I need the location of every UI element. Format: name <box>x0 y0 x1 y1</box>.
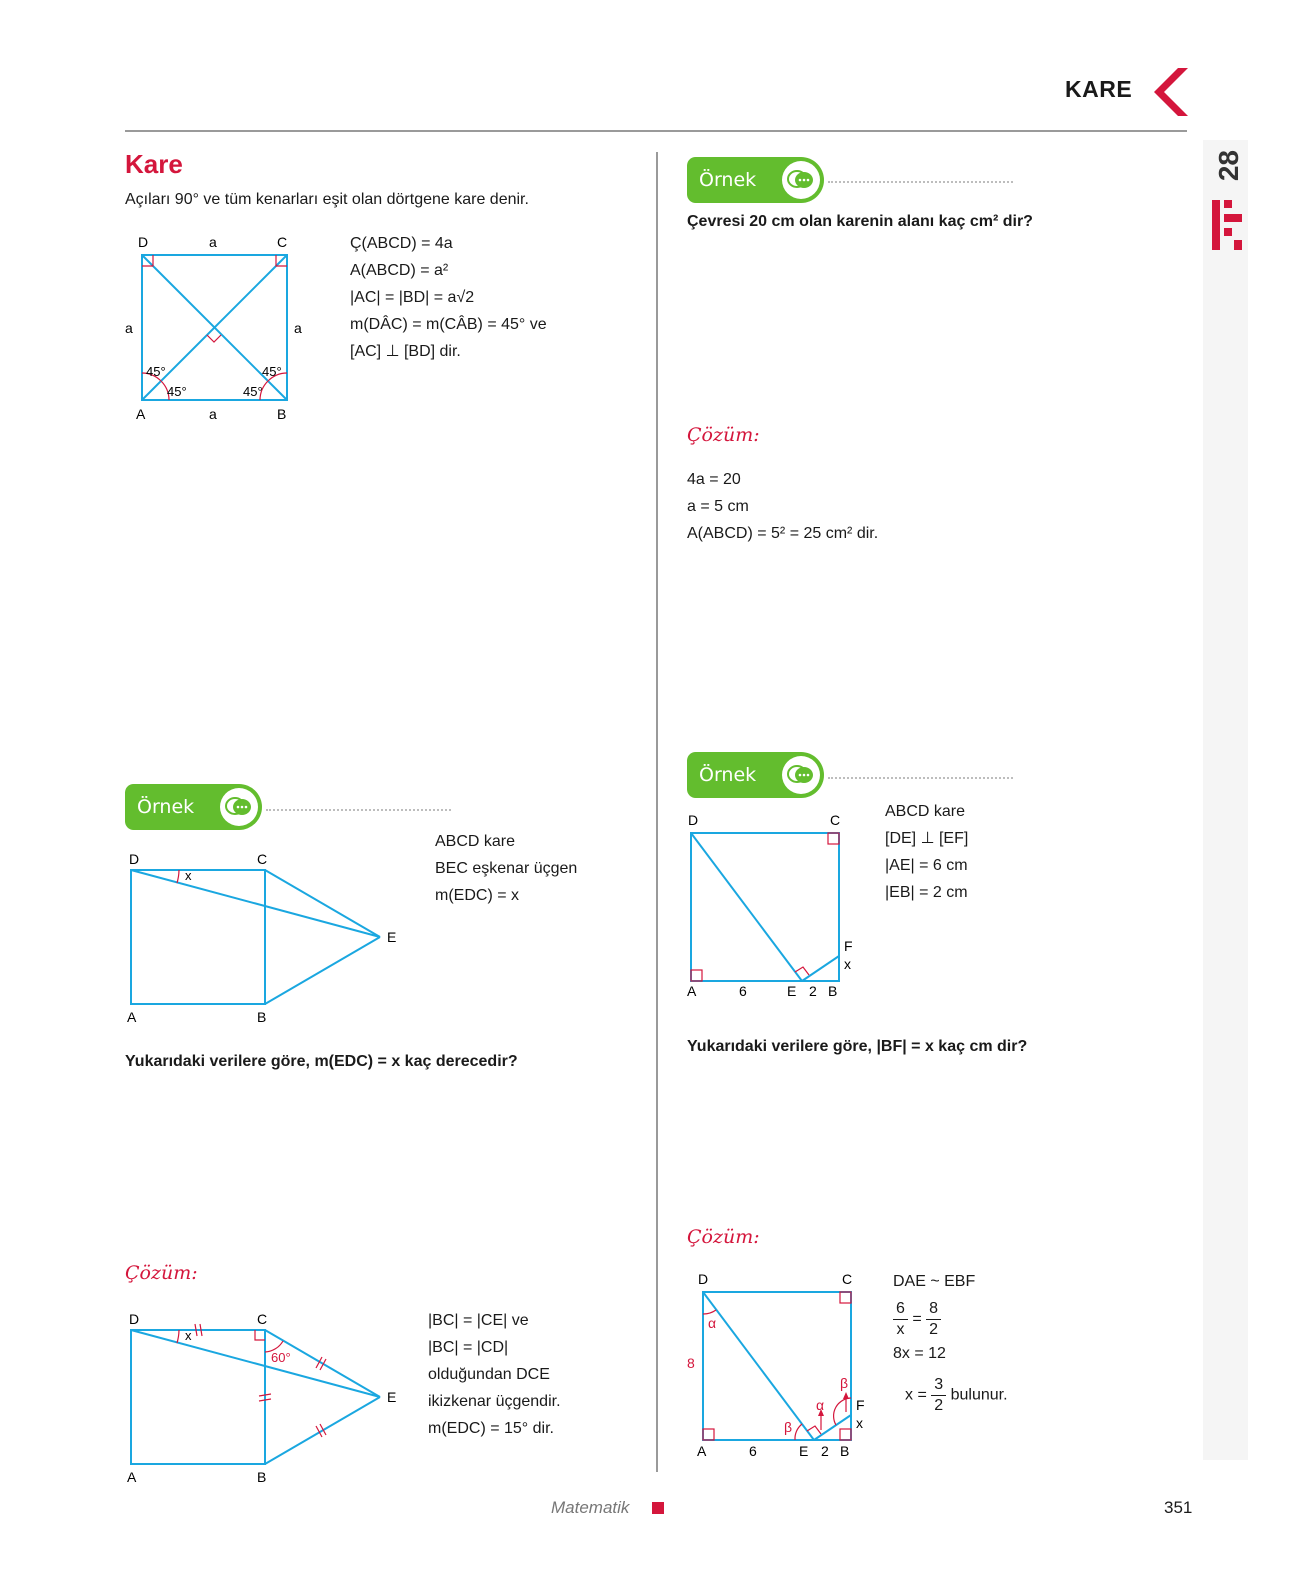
side-strip <box>1203 140 1248 1460</box>
label-b: B <box>257 1469 267 1485</box>
label-c: C <box>257 851 268 867</box>
given-eb: |EB| = 2 cm <box>885 884 968 901</box>
angle-60: 60° <box>271 1350 291 1365</box>
label-c: C <box>257 1311 268 1327</box>
label-6: 6 <box>749 1443 757 1459</box>
example1-solution-figure <box>125 1310 405 1485</box>
angle-beta-e: β <box>784 1419 793 1435</box>
solution-line-3: olduğundan DCE <box>428 1366 550 1383</box>
page-number: 351 <box>1164 1498 1193 1517</box>
label-d: D <box>688 812 699 828</box>
fasikul-number: 28 <box>1213 150 1244 182</box>
solution-line-1: |BC| = |CE| ve <box>428 1312 529 1329</box>
chat-bubble-icon <box>220 788 258 826</box>
side-right: a <box>294 320 302 336</box>
given-ae: |AE| = 6 cm <box>885 857 968 874</box>
angle-a-up: 45° <box>146 364 166 379</box>
formula-perpendicular: [AC] ⊥ [BD] dir. <box>350 343 461 360</box>
ratio-left: $\frac{6}{x}$ <box>893 1299 908 1340</box>
definition-text: Açıları 90° ve tüm kenarları eşit olan dörtgene kare denir. <box>125 191 529 208</box>
angle-b-left: 45° <box>243 384 263 399</box>
formula-area: A(ABCD) = a² <box>350 262 449 279</box>
example-badge-label: Örnek <box>699 169 757 191</box>
formula-angle: m(DÂC) = m(CÂB) = 45° ve <box>350 316 547 333</box>
footer-marker <box>652 1502 664 1514</box>
footer-subject: Matematik <box>551 1498 630 1517</box>
fasikul-logo-icon <box>1212 200 1244 250</box>
ratio-equation: $\frac{6}{x}$ = $\frac{8}{2}$ <box>893 1299 1008 1340</box>
angle-beta-f: β <box>840 1375 849 1391</box>
solution-line-5: m(EDC) = 15° dir. <box>428 1420 554 1437</box>
example-badge <box>687 752 824 798</box>
example3-question: Yukarıdaki verilere göre, |BF| = x kaç cm dir? <box>687 1038 1028 1055</box>
given-square: ABCD kare <box>885 803 966 820</box>
side-left: a <box>125 320 133 336</box>
label-x: x <box>856 1415 863 1431</box>
label-d: D <box>698 1271 709 1287</box>
label-c: C <box>830 812 841 828</box>
side-top: a <box>209 234 217 250</box>
example-dotted-rule <box>828 777 1013 779</box>
given-triangle: BEC eşkenar üçgen <box>435 860 578 877</box>
label-8: 8 <box>687 1355 695 1371</box>
example1-solution-label: Çözüm: <box>125 1262 198 1284</box>
result-fraction: $\frac{3}{2}$ <box>931 1375 946 1416</box>
label-d: D <box>129 1311 140 1327</box>
example2-question: Çevresi 20 cm olan karenin alanı kaç cm² dir? <box>687 213 1033 230</box>
given-angle: m(EDC) = x <box>435 887 519 904</box>
given-square: ABCD kare <box>435 833 516 850</box>
angle-x: x <box>185 868 192 883</box>
label-2: 2 <box>821 1443 829 1459</box>
label-a: A <box>136 406 146 422</box>
example-badge <box>687 157 824 203</box>
angle-alpha-d: α <box>708 1315 717 1331</box>
solution-line-2: |BC| = |CD| <box>428 1339 509 1356</box>
solution-step: 8x = 12 <box>893 1345 946 1362</box>
label-f: F <box>856 1397 865 1413</box>
example2-solution-3: A(ABCD) = 5² = 25 cm² dir. <box>687 525 879 542</box>
header-divider <box>125 130 1187 132</box>
example3-solution-figure <box>687 1272 867 1462</box>
square-figure <box>125 233 325 428</box>
angle-alpha-e: α <box>816 1397 825 1413</box>
label-c: C <box>842 1271 853 1287</box>
page-header-title: KARE <box>1065 76 1133 102</box>
label-f: F <box>844 938 853 954</box>
similarity-statement: DAE ~ EBF <box>893 1273 976 1290</box>
label-b: B <box>277 406 287 422</box>
header-chevron-icon <box>1150 68 1190 116</box>
label-6: 6 <box>739 983 747 999</box>
label-b: B <box>828 983 838 999</box>
example-badge-label: Örnek <box>137 796 195 818</box>
angle-b-up: 45° <box>262 364 282 379</box>
given-perpendicular: [DE] ⊥ [EF] <box>885 830 969 847</box>
label-b: B <box>840 1443 850 1459</box>
label-e: E <box>799 1443 809 1459</box>
example2-solution-2: a = 5 cm <box>687 498 749 515</box>
chat-bubble-icon <box>782 756 820 794</box>
formula-perimeter: Ç(ABCD) = 4a <box>350 235 453 252</box>
label-e: E <box>387 1389 397 1405</box>
label-a: A <box>697 1443 707 1459</box>
label-2: 2 <box>809 983 817 999</box>
section-title: Kare <box>125 149 183 179</box>
solution-line-4: ikizkenar üçgendir. <box>428 1393 561 1410</box>
ratio-right: $\frac{8}{2}$ <box>926 1299 941 1340</box>
label-a: A <box>127 1469 137 1485</box>
example1-figure <box>125 850 405 1025</box>
label-a: A <box>687 983 697 999</box>
solution-result: x = $\frac{3}{2}$ bulunur. <box>905 1376 1008 1414</box>
example2-solution-label: Çözüm: <box>687 424 760 446</box>
example-badge <box>125 784 262 830</box>
example-dotted-rule <box>266 809 451 811</box>
label-d: D <box>129 851 140 867</box>
example2-solution-1: 4a = 20 <box>687 471 741 488</box>
side-bottom: a <box>209 406 217 422</box>
label-b: B <box>257 1009 267 1025</box>
angle-a-right: 45° <box>167 384 187 399</box>
label-d: D <box>138 234 149 250</box>
formula-diagonal: |AC| = |BD| = a√2 <box>350 289 475 306</box>
label-x: x <box>844 956 851 972</box>
label-e: E <box>387 929 397 945</box>
example-badge-label: Örnek <box>699 764 757 786</box>
chat-bubble-icon <box>782 161 820 199</box>
example3-solution-label: Çözüm: <box>687 1226 760 1248</box>
example1-question: Yukarıdaki verilere göre, m(EDC) = x kaç derecedir? <box>125 1053 518 1070</box>
label-c: C <box>277 234 288 250</box>
angle-x: x <box>185 1328 192 1343</box>
label-a: A <box>127 1009 137 1025</box>
column-divider <box>656 152 658 1472</box>
example-dotted-rule <box>828 181 1013 183</box>
example3-figure <box>687 812 867 1000</box>
label-e: E <box>787 983 797 999</box>
